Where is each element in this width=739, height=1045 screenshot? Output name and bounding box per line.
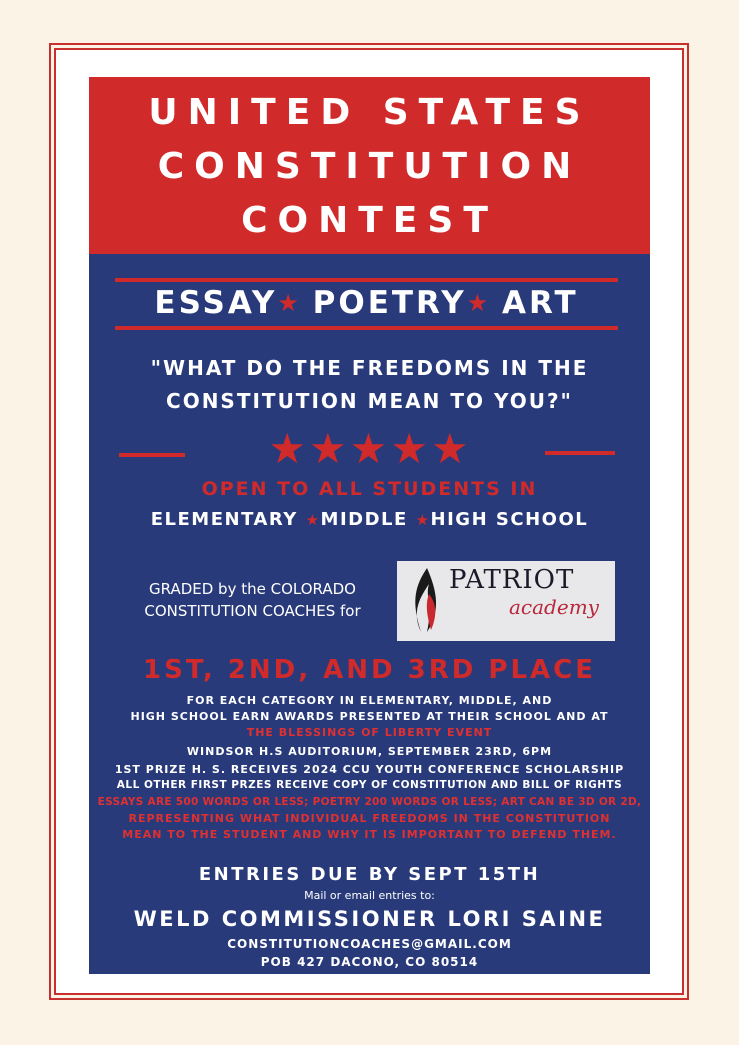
star-icon: ★ [415, 511, 431, 529]
right-star-rule [545, 451, 615, 455]
detail-line-6: ALL OTHER FIRST PRZES RECEIVE COPY OF CONSTITUTION AND BILL OF RIGHTS [116, 779, 623, 791]
category-poetry: POETRY [312, 285, 467, 321]
detail-line-1: FOR EACH CATEGORY IN ELEMENTARY, MIDDLE, AND [186, 694, 553, 707]
places-heading: 1ST, 2ND, AND 3RD PLACE [143, 655, 596, 685]
category-art: ART [501, 285, 579, 321]
open-to-text: OPEN TO ALL STUDENTS IN [201, 478, 538, 500]
level-high-school: HIGH SCHOOL [430, 509, 589, 530]
detail-line-8: REPRESENTING WHAT INDIVIDUAL FREEDOMS IN THE CONSTITUTION [128, 812, 611, 825]
detail-line-7: ESSAYS ARE 500 WORDS OR LESS; POETRY 200 WORDS OR LESS; ART CAN BE 3D OR 2D, [97, 796, 642, 808]
star-icon: ★ [277, 289, 299, 317]
detail-line-2: HIGH SCHOOL EARN AWARDS PRESENTED AT THEIR SCHOOL AND AT [130, 710, 609, 723]
title-line-3: CONTEST [241, 200, 498, 241]
title-line-1: UNITED STATES [148, 92, 591, 133]
bottom-rule [115, 326, 618, 330]
top-rule [115, 278, 618, 282]
email-address[interactable]: CONSTITUTIONCOACHES@GMAIL.COM [227, 937, 512, 951]
category-essay: ESSAY [154, 285, 278, 321]
left-star-rule [119, 453, 185, 457]
school-levels [89, 509, 650, 530]
mailing-address: POB 427 DACONO, CO 80514 [260, 955, 479, 969]
graded-by-text [110, 578, 395, 622]
commissioner-name: WELD COMMISSIONER LORI SAINE [133, 907, 606, 931]
categories [115, 285, 618, 321]
detail-line-9: MEAN TO THE STUDENT AND WHY IT IS IMPORTANT TO DEFEND THEM. [122, 828, 617, 841]
level-middle: MIDDLE [320, 509, 408, 530]
question-line-1: "WHAT DO THE FREEDOMS IN THE [150, 356, 589, 380]
due-date: ENTRIES DUE BY SEPT 15TH [198, 864, 541, 885]
detail-line-5: 1ST PRIZE H. S. RECEIVES 2024 CCU YOUTH CONFERENCE SCHOLARSHIP [114, 763, 625, 776]
patriot-academy-logo [397, 561, 615, 641]
flame-icon [407, 566, 447, 636]
detail-line-3: THE BLESSINGS OF LIBERTY EVENT [246, 726, 493, 739]
graded-line-1: GRADED by the COLORADO [149, 580, 356, 598]
star-icon: ★ [466, 289, 489, 317]
detail-line-4: WINDSOR H.S AUDITORIUM, SEPTEMBER 23RD, 6PM [186, 745, 553, 758]
graded-line-2: CONSTITUTION COACHES for [144, 602, 361, 620]
logo-sub: academy [509, 595, 599, 619]
five-stars-icon: ★★★★★ [268, 424, 472, 473]
question-line-2: CONSTITUTION MEAN TO YOU?" [166, 389, 573, 413]
title-line-2: CONSTITUTION [157, 146, 582, 187]
mail-text: Mail or email entries to: [304, 889, 435, 902]
logo-name: PATRIOT [449, 565, 575, 595]
theme-question [89, 352, 650, 418]
star-icon: ★ [305, 511, 321, 529]
level-elementary: ELEMENTARY [150, 509, 298, 530]
